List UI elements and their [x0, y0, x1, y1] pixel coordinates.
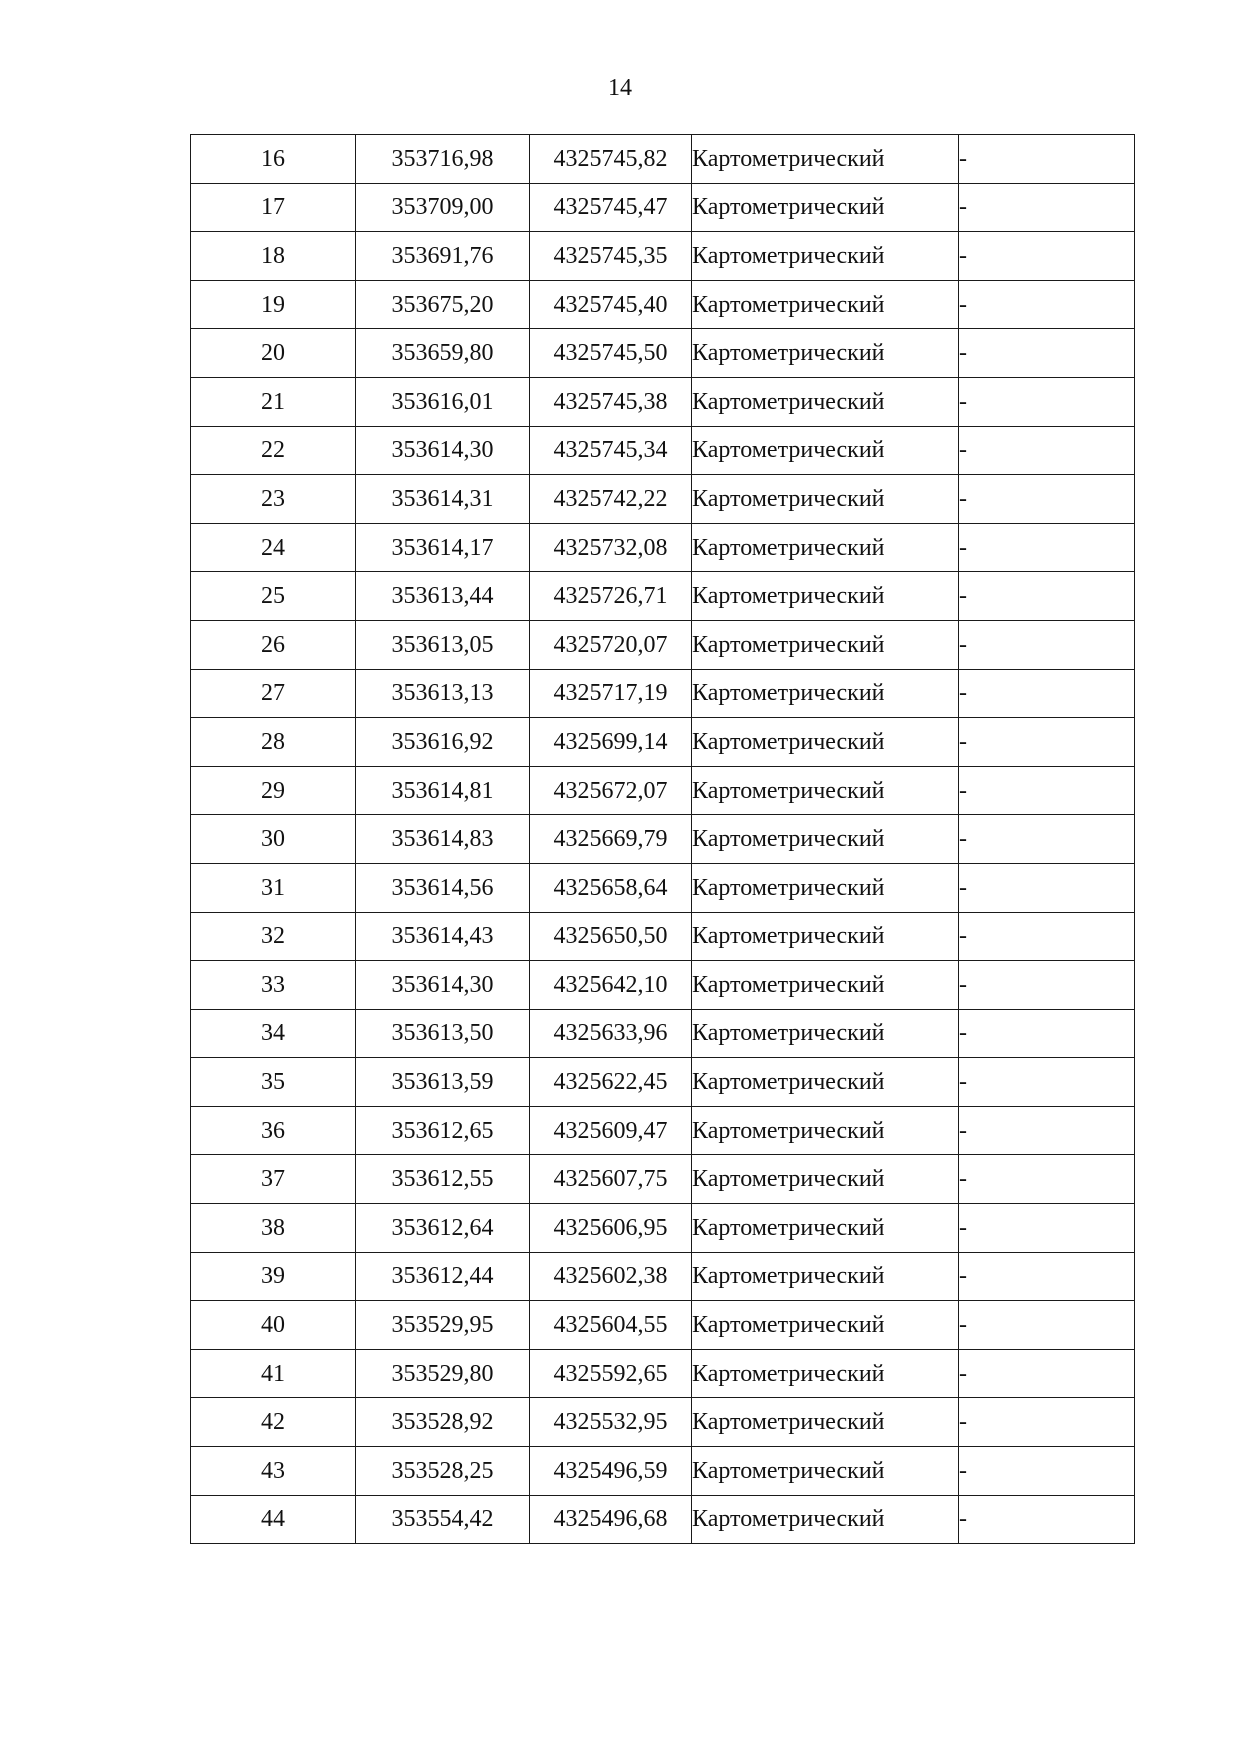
- point-number-cell: 41: [191, 1349, 356, 1398]
- point-number-cell: 25: [191, 572, 356, 621]
- method-cell: Картометрический: [692, 766, 959, 815]
- x-coordinate-cell: 353614,30: [356, 426, 530, 475]
- error-cell: -: [959, 1447, 1135, 1496]
- x-coordinate-cell: 353612,64: [356, 1204, 530, 1253]
- table-row: [191, 1495, 1135, 1544]
- table-row: [191, 1058, 1135, 1107]
- x-coordinate-cell: 353614,43: [356, 912, 530, 961]
- point-number-cell: 38: [191, 1204, 356, 1253]
- method-cell: Картометрический: [692, 718, 959, 767]
- error-cell: -: [959, 329, 1135, 378]
- y-coordinate-cell: 4325602,38: [530, 1252, 692, 1301]
- x-coordinate-cell: 353528,92: [356, 1398, 530, 1447]
- method-cell: Картометрический: [692, 1301, 959, 1350]
- y-coordinate-cell: 4325604,55: [530, 1301, 692, 1350]
- page-number: 14: [608, 75, 632, 101]
- error-cell: -: [959, 815, 1135, 864]
- y-coordinate-cell: 4325609,47: [530, 1106, 692, 1155]
- point-number-cell: 18: [191, 232, 356, 281]
- x-coordinate-cell: 353613,44: [356, 572, 530, 621]
- y-coordinate-cell: 4325606,95: [530, 1204, 692, 1253]
- point-number-cell: 22: [191, 426, 356, 475]
- error-cell: -: [959, 1301, 1135, 1350]
- error-cell: -: [959, 961, 1135, 1010]
- method-cell: Картометрический: [692, 475, 959, 524]
- y-coordinate-cell: 4325717,19: [530, 669, 692, 718]
- table-row: [191, 1106, 1135, 1155]
- error-cell: -: [959, 523, 1135, 572]
- table-row: [191, 815, 1135, 864]
- y-coordinate-cell: 4325496,59: [530, 1447, 692, 1496]
- x-coordinate-cell: 353709,00: [356, 183, 530, 232]
- error-cell: -: [959, 1155, 1135, 1204]
- table-row: [191, 135, 1135, 184]
- method-cell: Картометрический: [692, 1106, 959, 1155]
- table-row: [191, 475, 1135, 524]
- table-row: [191, 183, 1135, 232]
- y-coordinate-cell: 4325726,71: [530, 572, 692, 621]
- table-row: [191, 426, 1135, 475]
- point-number-cell: 16: [191, 135, 356, 184]
- y-coordinate-cell: 4325720,07: [530, 620, 692, 669]
- y-coordinate-cell: 4325496,68: [530, 1495, 692, 1544]
- table-row: [191, 863, 1135, 912]
- error-cell: -: [959, 183, 1135, 232]
- table-row: [191, 961, 1135, 1010]
- y-coordinate-cell: 4325672,07: [530, 766, 692, 815]
- point-number-cell: 30: [191, 815, 356, 864]
- x-coordinate-cell: 353612,65: [356, 1106, 530, 1155]
- point-number-cell: 42: [191, 1398, 356, 1447]
- y-coordinate-cell: 4325592,65: [530, 1349, 692, 1398]
- y-coordinate-cell: 4325658,64: [530, 863, 692, 912]
- method-cell: Картометрический: [692, 1009, 959, 1058]
- error-cell: -: [959, 1349, 1135, 1398]
- error-cell: -: [959, 863, 1135, 912]
- method-cell: Картометрический: [692, 1398, 959, 1447]
- y-coordinate-cell: 4325607,75: [530, 1155, 692, 1204]
- method-cell: Картометрический: [692, 815, 959, 864]
- point-number-cell: 33: [191, 961, 356, 1010]
- x-coordinate-cell: 353529,80: [356, 1349, 530, 1398]
- y-coordinate-cell: 4325642,10: [530, 961, 692, 1010]
- x-coordinate-cell: 353614,81: [356, 766, 530, 815]
- point-number-cell: 32: [191, 912, 356, 961]
- y-coordinate-cell: 4325742,22: [530, 475, 692, 524]
- error-cell: -: [959, 1398, 1135, 1447]
- method-cell: Картометрический: [692, 426, 959, 475]
- x-coordinate-cell: 353613,59: [356, 1058, 530, 1107]
- x-coordinate-cell: 353716,98: [356, 135, 530, 184]
- error-cell: -: [959, 475, 1135, 524]
- method-cell: Картометрический: [692, 1349, 959, 1398]
- table-row: [191, 232, 1135, 281]
- method-cell: Картометрический: [692, 1495, 959, 1544]
- x-coordinate-cell: 353614,30: [356, 961, 530, 1010]
- x-coordinate-cell: 353659,80: [356, 329, 530, 378]
- error-cell: -: [959, 1009, 1135, 1058]
- method-cell: Картометрический: [692, 1204, 959, 1253]
- x-coordinate-cell: 353614,17: [356, 523, 530, 572]
- point-number-cell: 43: [191, 1447, 356, 1496]
- y-coordinate-cell: 4325745,38: [530, 377, 692, 426]
- error-cell: -: [959, 280, 1135, 329]
- method-cell: Картометрический: [692, 912, 959, 961]
- error-cell: -: [959, 766, 1135, 815]
- x-coordinate-cell: 353675,20: [356, 280, 530, 329]
- y-coordinate-cell: 4325745,82: [530, 135, 692, 184]
- method-cell: Картометрический: [692, 232, 959, 281]
- table-row: [191, 377, 1135, 426]
- point-number-cell: 31: [191, 863, 356, 912]
- table-row: [191, 1155, 1135, 1204]
- method-cell: Картометрический: [692, 863, 959, 912]
- method-cell: Картометрический: [692, 620, 959, 669]
- method-cell: Картометрический: [692, 961, 959, 1010]
- point-number-cell: 44: [191, 1495, 356, 1544]
- error-cell: -: [959, 912, 1135, 961]
- y-coordinate-cell: 4325622,45: [530, 1058, 692, 1107]
- y-coordinate-cell: 4325745,47: [530, 183, 692, 232]
- method-cell: Картометрический: [692, 135, 959, 184]
- method-cell: Картометрический: [692, 1252, 959, 1301]
- point-number-cell: 35: [191, 1058, 356, 1107]
- x-coordinate-cell: 353616,92: [356, 718, 530, 767]
- method-cell: Картометрический: [692, 183, 959, 232]
- point-number-cell: 23: [191, 475, 356, 524]
- x-coordinate-cell: 353614,31: [356, 475, 530, 524]
- table-row: [191, 912, 1135, 961]
- table-row: [191, 1252, 1135, 1301]
- table-row: [191, 1009, 1135, 1058]
- point-number-cell: 39: [191, 1252, 356, 1301]
- error-cell: -: [959, 1106, 1135, 1155]
- error-cell: -: [959, 135, 1135, 184]
- table-row: [191, 1204, 1135, 1253]
- error-cell: -: [959, 620, 1135, 669]
- point-number-cell: 20: [191, 329, 356, 378]
- method-cell: Картометрический: [692, 523, 959, 572]
- x-coordinate-cell: 353612,44: [356, 1252, 530, 1301]
- error-cell: -: [959, 572, 1135, 621]
- table-row: [191, 1349, 1135, 1398]
- point-number-cell: 28: [191, 718, 356, 767]
- error-cell: -: [959, 1204, 1135, 1253]
- point-number-cell: 21: [191, 377, 356, 426]
- table-row: [191, 572, 1135, 621]
- x-coordinate-cell: 353614,56: [356, 863, 530, 912]
- y-coordinate-cell: 4325745,50: [530, 329, 692, 378]
- x-coordinate-cell: 353613,50: [356, 1009, 530, 1058]
- point-number-cell: 27: [191, 669, 356, 718]
- error-cell: -: [959, 232, 1135, 281]
- y-coordinate-cell: 4325650,50: [530, 912, 692, 961]
- method-cell: Картометрический: [692, 280, 959, 329]
- error-cell: -: [959, 718, 1135, 767]
- point-number-cell: 34: [191, 1009, 356, 1058]
- table-row: [191, 1398, 1135, 1447]
- x-coordinate-cell: 353614,83: [356, 815, 530, 864]
- table-row: [191, 620, 1135, 669]
- x-coordinate-cell: 353554,42: [356, 1495, 530, 1544]
- table-row: [191, 766, 1135, 815]
- method-cell: Картометрический: [692, 669, 959, 718]
- method-cell: Картометрический: [692, 1447, 959, 1496]
- table-row: [191, 669, 1135, 718]
- y-coordinate-cell: 4325745,34: [530, 426, 692, 475]
- y-coordinate-cell: 4325532,95: [530, 1398, 692, 1447]
- method-cell: Картометрический: [692, 1058, 959, 1107]
- y-coordinate-cell: 4325699,14: [530, 718, 692, 767]
- coordinates-table: [190, 134, 1135, 1544]
- x-coordinate-cell: 353616,01: [356, 377, 530, 426]
- error-cell: -: [959, 669, 1135, 718]
- error-cell: -: [959, 1058, 1135, 1107]
- point-number-cell: 29: [191, 766, 356, 815]
- x-coordinate-cell: 353529,95: [356, 1301, 530, 1350]
- method-cell: Картометрический: [692, 329, 959, 378]
- error-cell: -: [959, 1252, 1135, 1301]
- point-number-cell: 36: [191, 1106, 356, 1155]
- table-row: [191, 1447, 1135, 1496]
- point-number-cell: 26: [191, 620, 356, 669]
- table-row: [191, 718, 1135, 767]
- x-coordinate-cell: 353612,55: [356, 1155, 530, 1204]
- point-number-cell: 24: [191, 523, 356, 572]
- method-cell: Картометрический: [692, 377, 959, 426]
- point-number-cell: 40: [191, 1301, 356, 1350]
- method-cell: Картометрический: [692, 1155, 959, 1204]
- point-number-cell: 17: [191, 183, 356, 232]
- y-coordinate-cell: 4325732,08: [530, 523, 692, 572]
- coordinates-table-body: [191, 135, 1135, 1544]
- y-coordinate-cell: 4325745,35: [530, 232, 692, 281]
- x-coordinate-cell: 353613,13: [356, 669, 530, 718]
- y-coordinate-cell: 4325669,79: [530, 815, 692, 864]
- x-coordinate-cell: 353613,05: [356, 620, 530, 669]
- point-number-cell: 37: [191, 1155, 356, 1204]
- error-cell: -: [959, 426, 1135, 475]
- error-cell: -: [959, 377, 1135, 426]
- x-coordinate-cell: 353691,76: [356, 232, 530, 281]
- table-row: [191, 329, 1135, 378]
- method-cell: Картометрический: [692, 572, 959, 621]
- table-row: [191, 523, 1135, 572]
- y-coordinate-cell: 4325745,40: [530, 280, 692, 329]
- table-row: [191, 280, 1135, 329]
- error-cell: -: [959, 1495, 1135, 1544]
- x-coordinate-cell: 353528,25: [356, 1447, 530, 1496]
- table-row: [191, 1301, 1135, 1350]
- point-number-cell: 19: [191, 280, 356, 329]
- y-coordinate-cell: 4325633,96: [530, 1009, 692, 1058]
